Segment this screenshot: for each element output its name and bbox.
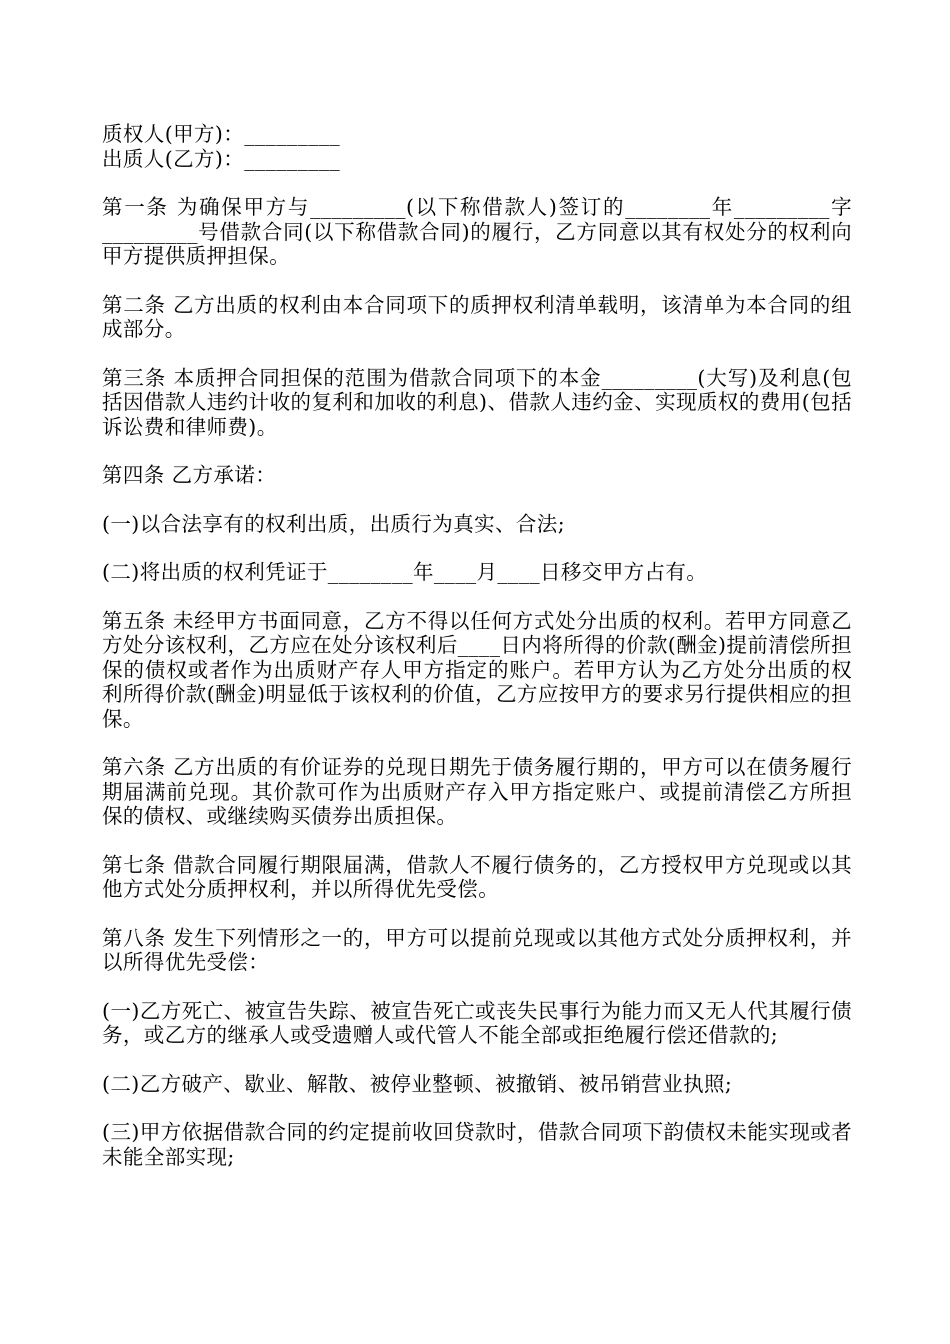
article-5: 第五条 未经甲方书面同意，乙方不得以任何方式处分出质的权利。若甲方同意乙方处分该权利，乙方应在处分该权利后____日内将所得的价款(酬金)提前清偿所担保的债权或者作为出质财产存人甲方指定的账户。若甲方认为乙方处分出质的权利所得价款(酬金)明显低于该权利的价值，乙方应按甲方的要求另行提供相应的担保。	[102, 608, 852, 731]
article-8-item-1: (一)乙方死亡、被宣告失踪、被宣告死亡或丧失民事行为能力而又无人代其履行债务，或乙方的继承人或受遗赠人或代管人不能全部或拒绝履行偿还借款的;	[102, 998, 852, 1047]
article-3: 第三条 本质押合同担保的范围为借款合同项下的本金_________(大写)及利息(包括因借款人违约计收的复利和加收的利息)、借款人违约金、实现质权的费用(包括诉讼费和律师费)。	[102, 365, 852, 439]
article-1: 第一条 为确保甲方与_________(以下称借款人)签订的________年_________字_________号借款合同(以下称借款合同)的履行，乙方同意以其有权处分的权利向甲方提供质押担保。	[102, 195, 852, 268]
article-2: 第二条 乙方出质的权利由本合同项下的质押权利清单载明，该清单为本合同的组成部分。	[102, 292, 852, 341]
article-7: 第七条 借款合同履行期限届满，借款人不履行债务的，乙方授权甲方兑现或以其他方式处分质押权利，并以所得优先受偿。	[102, 852, 852, 901]
spacer	[102, 171, 852, 195]
article-4-item-2: (二)将出质的权利凭证于________年____月____日移交甲方占有。	[102, 560, 708, 584]
article-8: 第八条 发生下列情形之一的，甲方可以提前兑现或以其他方式处分质押权利，并以所得优先受偿：	[102, 925, 852, 974]
article-8-item-2: (二)乙方破产、歇业、解散、被停业整顿、被撤销、被吊销营业执照;	[102, 1071, 733, 1096]
article-6: 第六条 乙方出质的有价证券的兑现日期先于债务履行期的，甲方可以在债务履行期届满前兑现。其价款可作为出质财产存入甲方指定账户、或提前清偿乙方所担保的债权、或继续购买债券出质担保。	[102, 755, 852, 828]
article-4-item-1: (一)以合法享有的权利出质，出质行为真实、合法;	[102, 511, 566, 536]
pledgor-line: 出质人(乙方)：_________	[102, 146, 341, 171]
contract-body	[102, 122, 852, 1193]
article-8-item-3: (三)甲方依据借款合同的约定提前收回贷款时，借款合同项下韵债权未能实现或者未能全部实现;	[102, 1120, 852, 1169]
pledgee-line: 质权人(甲方)：_________	[102, 122, 341, 146]
article-4: 第四条 乙方承诺：	[102, 463, 277, 487]
